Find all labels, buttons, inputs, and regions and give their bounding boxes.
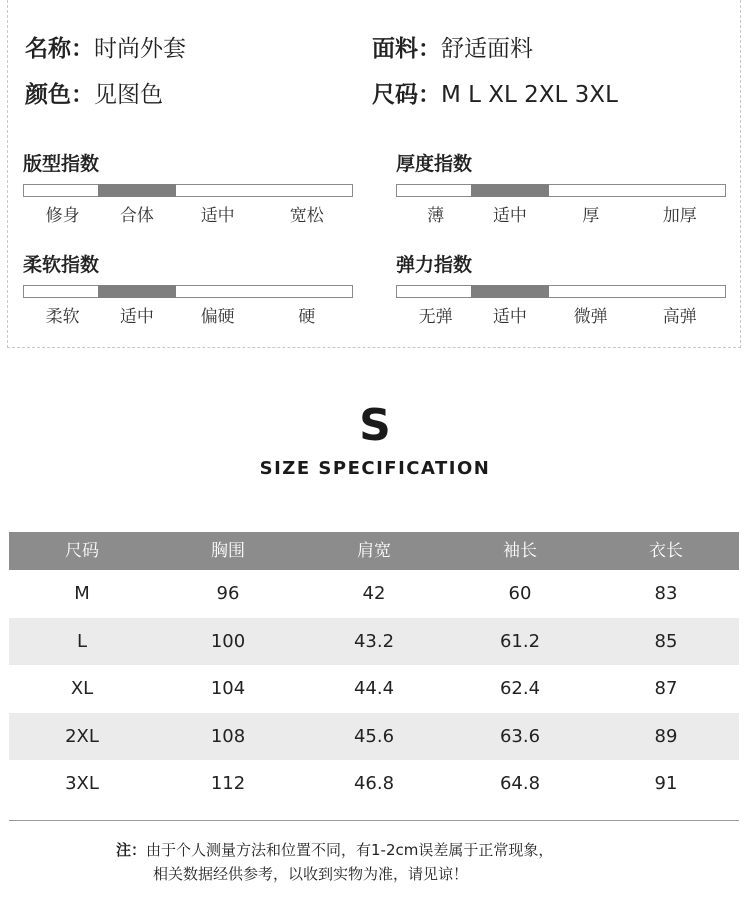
elasticity-index-title: 弹力指数 — [396, 254, 473, 276]
product-info-panel — [7, 0, 741, 348]
softness-index — [23, 253, 353, 326]
softness-index-fill — [98, 285, 176, 298]
size-letter-heading: S — [359, 400, 391, 451]
table-cell: 85 — [654, 630, 678, 652]
product-fabric-value: 舒适面料 — [441, 36, 533, 62]
table-row — [9, 713, 739, 761]
size-table — [9, 532, 739, 808]
table-cell: 3XL — [65, 773, 99, 794]
elasticity-index-labels — [396, 302, 726, 326]
thickness-option-label: 厚 — [582, 206, 600, 226]
table-cell: 87 — [654, 678, 678, 699]
fit-index-bar — [23, 184, 353, 197]
fit-option-label: 合体 — [119, 206, 154, 226]
header-cell-length: 衣长 — [649, 541, 683, 561]
elasticity-option-label: 无弹 — [418, 307, 453, 327]
softness-index-bar — [23, 285, 353, 298]
softness-index-title: 柔软指数 — [23, 254, 100, 276]
thickness-option-label: 加厚 — [662, 206, 697, 226]
table-cell: 64.8 — [499, 773, 541, 794]
table-bottom-divider — [9, 820, 739, 821]
table-cell: 61.2 — [499, 630, 541, 652]
table-cell: 2XL — [65, 725, 99, 747]
fit-index — [23, 152, 353, 225]
thickness-option-label: 薄 — [427, 206, 445, 226]
product-color-line — [25, 80, 163, 110]
thickness-option-label: 适中 — [492, 206, 527, 226]
table-cell: 104 — [210, 678, 246, 699]
table-cell: 83 — [654, 583, 678, 604]
product-name-line — [25, 34, 186, 64]
elasticity-option-label: 适中 — [492, 307, 527, 327]
product-color-label: 颜色： — [25, 82, 94, 108]
product-size-line — [372, 80, 618, 110]
thickness-index-fill — [471, 184, 549, 197]
table-cell: XL — [70, 678, 94, 699]
table-cell: 43.2 — [353, 630, 395, 652]
product-color-value: 见图色 — [94, 82, 163, 108]
fit-option-label: 宽松 — [289, 206, 324, 226]
product-name-label: 名称： — [25, 36, 94, 62]
table-cell: 60 — [508, 583, 532, 604]
product-name-value: 时尚外套 — [94, 36, 186, 62]
product-size-value: M L XL 2XL 3XL — [441, 82, 618, 108]
elasticity-option-label: 高弹 — [662, 307, 697, 327]
softness-option-label: 硬 — [298, 307, 316, 327]
note-label: 注： — [116, 841, 147, 859]
elasticity-index-bar — [396, 285, 726, 298]
fit-index-labels — [23, 201, 353, 225]
fit-option-label: 适中 — [200, 206, 235, 226]
table-cell: L — [76, 630, 88, 652]
table-cell: 63.6 — [499, 725, 541, 747]
table-cell: 96 — [216, 583, 240, 604]
note-line-1: 由于个人测量方法和位置不同，有1-2cm误差属于正常现象， — [146, 841, 554, 859]
softness-option-label: 适中 — [119, 307, 154, 327]
thickness-index-title: 厚度指数 — [396, 153, 473, 175]
table-cell: 108 — [210, 725, 246, 747]
size-specification-title: SIZE SPECIFICATION — [259, 458, 491, 479]
table-cell: 45.6 — [353, 725, 395, 747]
fit-index-fill — [98, 184, 176, 197]
table-cell: 89 — [654, 725, 678, 747]
table-cell: 46.8 — [353, 773, 395, 794]
header-cell-sleeve: 袖长 — [503, 541, 537, 561]
elasticity-index-fill — [471, 285, 549, 298]
fit-option-label: 修身 — [45, 206, 80, 226]
table-cell: 112 — [210, 773, 246, 794]
measurement-note — [116, 838, 553, 886]
softness-option-label: 偏硬 — [200, 307, 235, 327]
header-cell-shoulder: 肩宽 — [357, 541, 391, 561]
table-cell: 44.4 — [353, 678, 395, 699]
softness-option-label: 柔软 — [45, 307, 80, 327]
product-fabric-line — [372, 34, 533, 64]
table-cell: 91 — [654, 773, 678, 794]
header-cell-size: 尺码 — [65, 541, 99, 561]
table-cell: 42 — [362, 583, 386, 604]
note-line-2: 相关数据经供参考，以收到实物为准，请见谅！ — [153, 865, 469, 883]
elasticity-index — [396, 253, 726, 326]
table-row — [9, 618, 739, 666]
table-cell: 62.4 — [499, 678, 541, 699]
softness-index-labels — [23, 302, 353, 326]
header-cell-chest: 胸围 — [211, 541, 245, 561]
product-fabric-label: 面料： — [372, 36, 441, 62]
table-row — [9, 760, 739, 808]
fit-index-title: 版型指数 — [23, 153, 100, 175]
table-cell: 100 — [210, 630, 246, 652]
table-cell: M — [74, 583, 90, 604]
table-row — [9, 665, 739, 713]
size-table-header — [9, 532, 739, 570]
product-size-label: 尺码： — [372, 82, 441, 108]
thickness-index — [396, 152, 726, 225]
thickness-index-bar — [396, 184, 726, 197]
table-row — [9, 570, 739, 618]
thickness-index-labels — [396, 201, 726, 225]
elasticity-option-label: 微弹 — [573, 307, 608, 327]
